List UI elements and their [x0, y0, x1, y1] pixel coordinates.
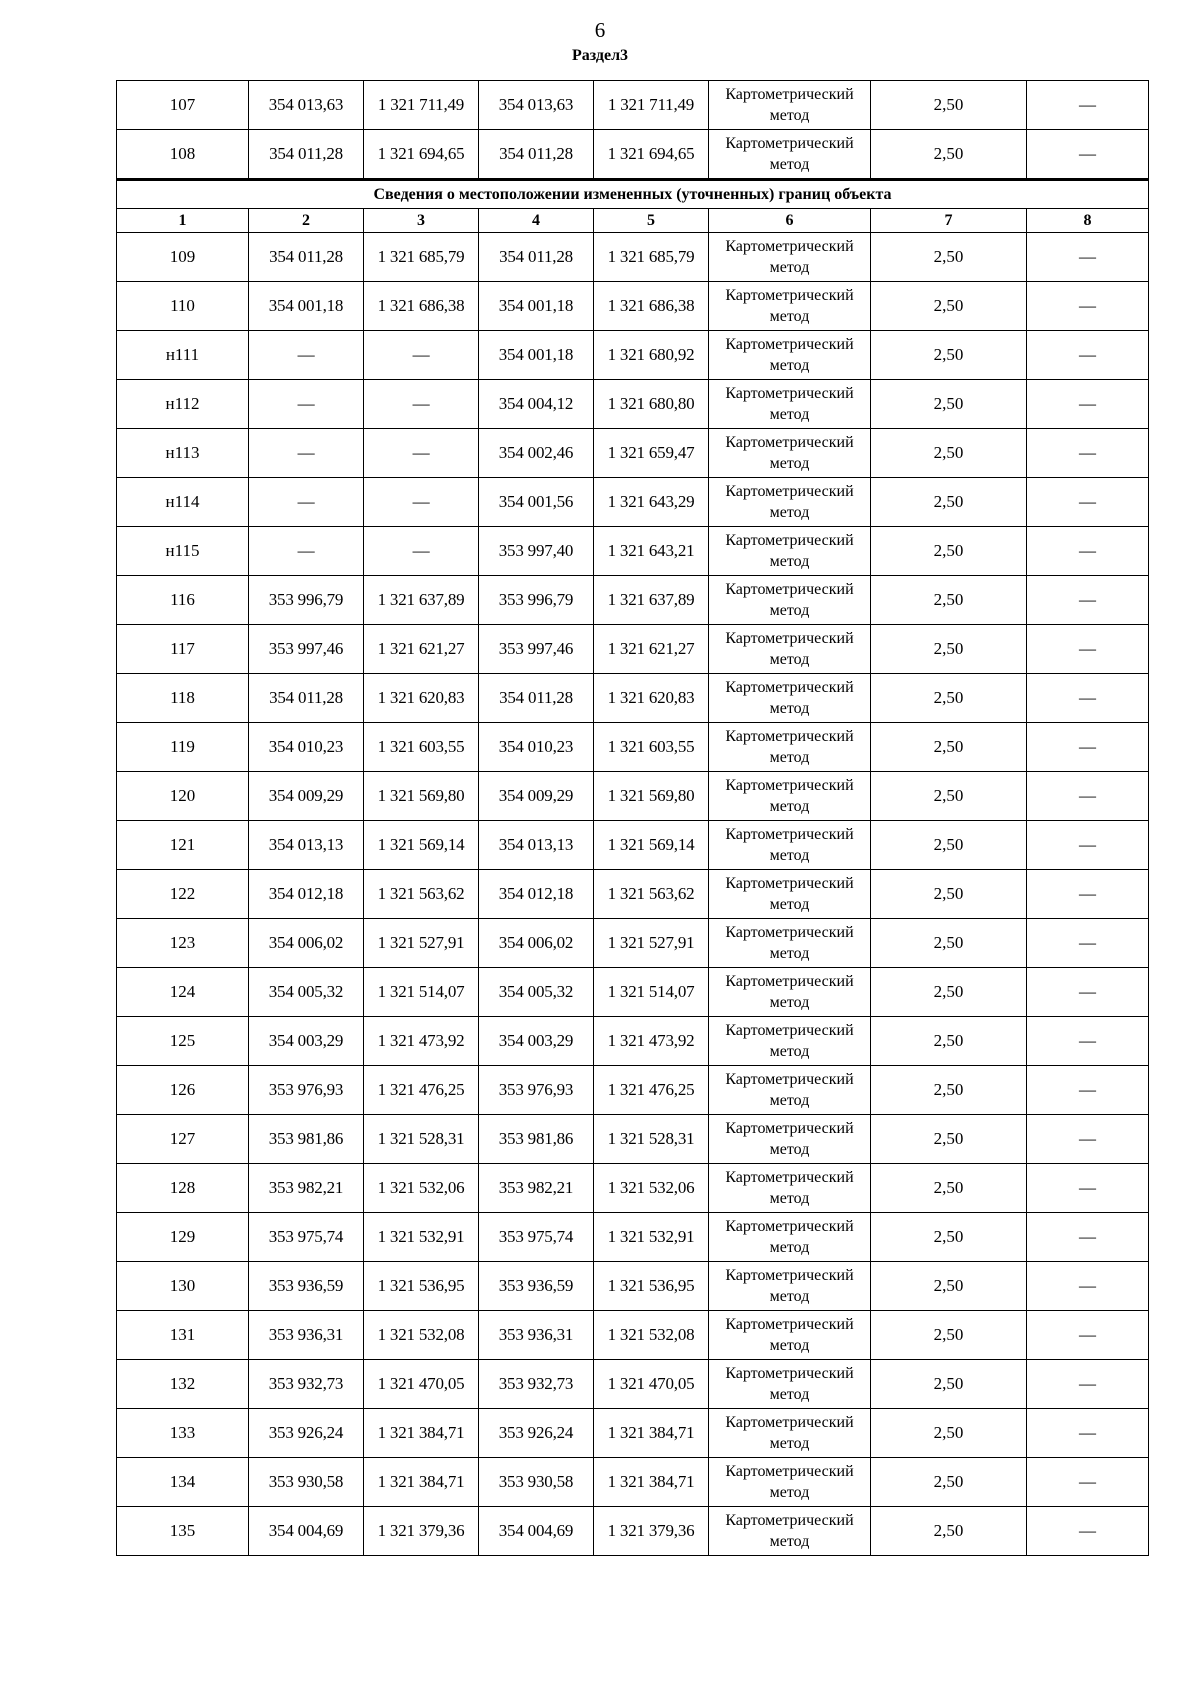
y-new-cell: 1 321 569,80 [594, 772, 709, 821]
accuracy-cell: 2,50 [871, 1017, 1027, 1066]
y-old-cell: 1 321 527,91 [364, 919, 479, 968]
note-cell: — [1027, 772, 1149, 821]
y-old-cell: 1 321 532,91 [364, 1213, 479, 1262]
x-old-cell: 353 930,58 [249, 1458, 364, 1507]
point-number-cell: 134 [117, 1458, 249, 1507]
point-number-cell: 123 [117, 919, 249, 968]
y-old-cell: 1 321 528,31 [364, 1115, 479, 1164]
table-row [117, 1066, 1149, 1115]
column-number: 2 [249, 209, 364, 233]
method-cell: Картометрический метод [709, 380, 871, 429]
table-row [117, 527, 1149, 576]
point-number-cell: 118 [117, 674, 249, 723]
method-cell: Картометрический метод [709, 821, 871, 870]
method-cell: Картометрический метод [709, 870, 871, 919]
table-row [117, 380, 1149, 429]
x-new-cell: 354 004,69 [479, 1507, 594, 1556]
x-old-cell: 353 936,31 [249, 1311, 364, 1360]
y-new-cell: 1 321 643,29 [594, 478, 709, 527]
point-number-cell: н111 [117, 331, 249, 380]
method-cell: Картометрический метод [709, 1017, 871, 1066]
table-row [117, 674, 1149, 723]
x-new-cell: 353 997,46 [479, 625, 594, 674]
y-old-cell: 1 321 476,25 [364, 1066, 479, 1115]
table-row [117, 821, 1149, 870]
note-cell: — [1027, 1507, 1149, 1556]
accuracy-cell: 2,50 [871, 380, 1027, 429]
y-new-cell: 1 321 680,92 [594, 331, 709, 380]
method-cell: Картометрический метод [709, 233, 871, 282]
method-cell: Картометрический метод [709, 478, 871, 527]
y-new-cell: 1 321 473,92 [594, 1017, 709, 1066]
note-cell: — [1027, 429, 1149, 478]
x-new-cell: 354 003,29 [479, 1017, 594, 1066]
y-new-cell: 1 321 379,36 [594, 1507, 709, 1556]
method-cell: Картометрический метод [709, 527, 871, 576]
x-old-cell: — [249, 429, 364, 478]
y-old-cell: 1 321 473,92 [364, 1017, 479, 1066]
method-cell: Картометрический метод [709, 1164, 871, 1213]
x-old-cell: 354 003,29 [249, 1017, 364, 1066]
column-number: 6 [709, 209, 871, 233]
table-row [117, 1164, 1149, 1213]
note-cell: — [1027, 1262, 1149, 1311]
y-new-cell: 1 321 686,38 [594, 282, 709, 331]
column-number: 4 [479, 209, 594, 233]
x-old-cell: 354 010,23 [249, 723, 364, 772]
accuracy-cell: 2,50 [871, 1507, 1027, 1556]
x-old-cell: 353 997,46 [249, 625, 364, 674]
point-number-cell: 119 [117, 723, 249, 772]
note-cell: — [1027, 1115, 1149, 1164]
y-old-cell: 1 321 694,65 [364, 130, 479, 180]
y-new-cell: 1 321 659,47 [594, 429, 709, 478]
method-cell: Картометрический метод [709, 772, 871, 821]
y-old-cell: 1 321 532,08 [364, 1311, 479, 1360]
accuracy-cell: 2,50 [871, 870, 1027, 919]
note-cell: — [1027, 282, 1149, 331]
y-new-cell: 1 321 637,89 [594, 576, 709, 625]
y-old-cell: 1 321 637,89 [364, 576, 479, 625]
point-number-cell: 117 [117, 625, 249, 674]
accuracy-cell: 2,50 [871, 1360, 1027, 1409]
method-cell: Картометрический метод [709, 1213, 871, 1262]
method-cell: Картометрический метод [709, 625, 871, 674]
x-old-cell: 353 976,93 [249, 1066, 364, 1115]
table-row [117, 723, 1149, 772]
y-old-cell: 1 321 532,06 [364, 1164, 479, 1213]
y-new-cell: 1 321 528,31 [594, 1115, 709, 1164]
y-old-cell: 1 321 536,95 [364, 1262, 479, 1311]
y-old-cell: — [364, 527, 479, 576]
note-cell: — [1027, 821, 1149, 870]
method-cell: Картометрический метод [709, 429, 871, 478]
column-number: 7 [871, 209, 1027, 233]
table-row [117, 282, 1149, 331]
accuracy-cell: 2,50 [871, 674, 1027, 723]
note-cell: — [1027, 1360, 1149, 1409]
point-number-cell: н115 [117, 527, 249, 576]
x-old-cell: 354 006,02 [249, 919, 364, 968]
table-row [117, 1311, 1149, 1360]
point-number-cell: 125 [117, 1017, 249, 1066]
table-row [117, 1360, 1149, 1409]
x-old-cell: 353 936,59 [249, 1262, 364, 1311]
table-row [117, 625, 1149, 674]
note-cell: — [1027, 1066, 1149, 1115]
x-old-cell: 354 005,32 [249, 968, 364, 1017]
note-cell: — [1027, 1311, 1149, 1360]
x-new-cell: 353 926,24 [479, 1409, 594, 1458]
x-new-cell: 354 002,46 [479, 429, 594, 478]
column-number: 1 [117, 209, 249, 233]
x-new-cell: 353 936,31 [479, 1311, 594, 1360]
accuracy-cell: 2,50 [871, 1458, 1027, 1507]
method-cell: Картометрический метод [709, 1458, 871, 1507]
table-row [117, 429, 1149, 478]
x-old-cell: 353 926,24 [249, 1409, 364, 1458]
note-cell: — [1027, 331, 1149, 380]
method-cell: Картометрический метод [709, 1360, 871, 1409]
y-old-cell: 1 321 569,14 [364, 821, 479, 870]
y-new-cell: 1 321 680,80 [594, 380, 709, 429]
x-old-cell: — [249, 380, 364, 429]
accuracy-cell: 2,50 [871, 919, 1027, 968]
table-row [117, 1458, 1149, 1507]
table-row [117, 870, 1149, 919]
table-row [117, 331, 1149, 380]
accuracy-cell: 2,50 [871, 723, 1027, 772]
x-old-cell: 354 013,13 [249, 821, 364, 870]
point-number-cell: 110 [117, 282, 249, 331]
y-new-cell: 1 321 514,07 [594, 968, 709, 1017]
table-row [117, 478, 1149, 527]
x-new-cell: 354 001,18 [479, 282, 594, 331]
subsection-heading-row [117, 180, 1149, 209]
table-row [117, 1213, 1149, 1262]
method-cell: Картометрический метод [709, 1507, 871, 1556]
point-number-cell: 109 [117, 233, 249, 282]
x-new-cell: 354 011,28 [479, 130, 594, 180]
x-old-cell: 353 975,74 [249, 1213, 364, 1262]
y-old-cell: 1 321 470,05 [364, 1360, 479, 1409]
y-old-cell: 1 321 620,83 [364, 674, 479, 723]
table-row [117, 919, 1149, 968]
x-new-cell: 354 013,13 [479, 821, 594, 870]
note-cell: — [1027, 81, 1149, 130]
note-cell: — [1027, 968, 1149, 1017]
table-body-continued [117, 81, 1149, 180]
method-cell: Картометрический метод [709, 81, 871, 130]
x-old-cell: 354 011,28 [249, 130, 364, 180]
point-number-cell: 108 [117, 130, 249, 180]
x-new-cell: 354 010,23 [479, 723, 594, 772]
method-cell: Картометрический метод [709, 919, 871, 968]
accuracy-cell: 2,50 [871, 429, 1027, 478]
y-old-cell: 1 321 514,07 [364, 968, 479, 1017]
x-old-cell: 353 932,73 [249, 1360, 364, 1409]
y-new-cell: 1 321 476,25 [594, 1066, 709, 1115]
section-title: Раздел3 [571, 47, 629, 64]
accuracy-cell: 2,50 [871, 576, 1027, 625]
column-numbers-row [117, 209, 1149, 233]
y-old-cell: — [364, 380, 479, 429]
y-new-cell: 1 321 532,91 [594, 1213, 709, 1262]
accuracy-cell: 2,50 [871, 772, 1027, 821]
point-number-cell: 129 [117, 1213, 249, 1262]
method-cell: Картометрический метод [709, 1066, 871, 1115]
method-cell: Картометрический метод [709, 1262, 871, 1311]
y-old-cell: 1 321 384,71 [364, 1409, 479, 1458]
point-number-cell: 133 [117, 1409, 249, 1458]
point-number-cell: 135 [117, 1507, 249, 1556]
x-new-cell: 354 001,56 [479, 478, 594, 527]
point-number-cell: 130 [117, 1262, 249, 1311]
note-cell: — [1027, 1409, 1149, 1458]
y-old-cell: 1 321 685,79 [364, 233, 479, 282]
note-cell: — [1027, 723, 1149, 772]
accuracy-cell: 2,50 [871, 1409, 1027, 1458]
table-row [117, 81, 1149, 130]
y-new-cell: 1 321 532,08 [594, 1311, 709, 1360]
method-cell: Картометрический метод [709, 1311, 871, 1360]
y-new-cell: 1 321 569,14 [594, 821, 709, 870]
y-new-cell: 1 321 620,83 [594, 674, 709, 723]
x-new-cell: 353 976,93 [479, 1066, 594, 1115]
x-new-cell: 353 996,79 [479, 576, 594, 625]
note-cell: — [1027, 674, 1149, 723]
column-number: 8 [1027, 209, 1149, 233]
y-new-cell: 1 321 532,06 [594, 1164, 709, 1213]
table-row [117, 968, 1149, 1017]
x-old-cell: 354 011,28 [249, 233, 364, 282]
point-number-cell: 122 [117, 870, 249, 919]
coordinates-table [116, 80, 1149, 1556]
y-new-cell: 1 321 643,21 [594, 527, 709, 576]
accuracy-cell: 2,50 [871, 1213, 1027, 1262]
table-row [117, 130, 1149, 180]
table-heading-block [117, 180, 1149, 233]
note-cell: — [1027, 380, 1149, 429]
x-new-cell: 353 982,21 [479, 1164, 594, 1213]
x-new-cell: 354 005,32 [479, 968, 594, 1017]
method-cell: Картометрический метод [709, 576, 871, 625]
x-old-cell: 354 001,18 [249, 282, 364, 331]
note-cell: — [1027, 625, 1149, 674]
x-new-cell: 353 981,86 [479, 1115, 594, 1164]
point-number-cell: 126 [117, 1066, 249, 1115]
accuracy-cell: 2,50 [871, 282, 1027, 331]
point-number-cell: 124 [117, 968, 249, 1017]
note-cell: — [1027, 576, 1149, 625]
point-number-cell: 131 [117, 1311, 249, 1360]
note-cell: — [1027, 478, 1149, 527]
note-cell: — [1027, 1017, 1149, 1066]
x-old-cell: — [249, 478, 364, 527]
accuracy-cell: 2,50 [871, 331, 1027, 380]
y-old-cell: 1 321 686,38 [364, 282, 479, 331]
accuracy-cell: 2,50 [871, 1164, 1027, 1213]
x-old-cell: — [249, 527, 364, 576]
accuracy-cell: 2,50 [871, 527, 1027, 576]
column-number: 5 [594, 209, 709, 233]
accuracy-cell: 2,50 [871, 1115, 1027, 1164]
accuracy-cell: 2,50 [871, 1262, 1027, 1311]
accuracy-cell: 2,50 [871, 1066, 1027, 1115]
x-new-cell: 353 997,40 [479, 527, 594, 576]
note-cell: — [1027, 1164, 1149, 1213]
table-row [117, 1017, 1149, 1066]
note-cell: — [1027, 919, 1149, 968]
y-new-cell: 1 321 527,91 [594, 919, 709, 968]
x-old-cell: 354 013,63 [249, 81, 364, 130]
x-new-cell: 354 004,12 [479, 380, 594, 429]
point-number-cell: н112 [117, 380, 249, 429]
method-cell: Картометрический метод [709, 331, 871, 380]
accuracy-cell: 2,50 [871, 81, 1027, 130]
y-new-cell: 1 321 621,27 [594, 625, 709, 674]
x-old-cell: 353 996,79 [249, 576, 364, 625]
table-row [117, 772, 1149, 821]
table-body-main [117, 233, 1149, 1556]
subsection-heading: Сведения о местоположении измененных (уточненных) границ объекта [117, 180, 1149, 209]
y-new-cell: 1 321 384,71 [594, 1409, 709, 1458]
method-cell: Картометрический метод [709, 674, 871, 723]
x-old-cell: 353 981,86 [249, 1115, 364, 1164]
x-new-cell: 354 011,28 [479, 674, 594, 723]
method-cell: Картометрический метод [709, 1115, 871, 1164]
point-number-cell: 121 [117, 821, 249, 870]
x-new-cell: 354 009,29 [479, 772, 594, 821]
accuracy-cell: 2,50 [871, 968, 1027, 1017]
x-new-cell: 354 006,02 [479, 919, 594, 968]
y-new-cell: 1 321 603,55 [594, 723, 709, 772]
accuracy-cell: 2,50 [871, 478, 1027, 527]
point-number-cell: н114 [117, 478, 249, 527]
y-old-cell: 1 321 621,27 [364, 625, 479, 674]
x-old-cell: 354 012,18 [249, 870, 364, 919]
x-new-cell: 354 013,63 [479, 81, 594, 130]
y-new-cell: 1 321 536,95 [594, 1262, 709, 1311]
x-new-cell: 353 936,59 [479, 1262, 594, 1311]
x-new-cell: 354 012,18 [479, 870, 594, 919]
y-old-cell: 1 321 569,80 [364, 772, 479, 821]
point-number-cell: 107 [117, 81, 249, 130]
x-new-cell: 353 930,58 [479, 1458, 594, 1507]
table-row [117, 1115, 1149, 1164]
y-old-cell: — [364, 478, 479, 527]
point-number-cell: 127 [117, 1115, 249, 1164]
table-row [117, 576, 1149, 625]
y-old-cell: 1 321 379,36 [364, 1507, 479, 1556]
note-cell: — [1027, 130, 1149, 180]
y-old-cell: — [364, 331, 479, 380]
page-number: 6 [594, 18, 606, 42]
y-new-cell: 1 321 470,05 [594, 1360, 709, 1409]
x-new-cell: 353 975,74 [479, 1213, 594, 1262]
point-number-cell: 116 [117, 576, 249, 625]
note-cell: — [1027, 1213, 1149, 1262]
x-new-cell: 354 001,18 [479, 331, 594, 380]
y-old-cell: 1 321 563,62 [364, 870, 479, 919]
y-new-cell: 1 321 384,71 [594, 1458, 709, 1507]
x-new-cell: 354 011,28 [479, 233, 594, 282]
x-old-cell: — [249, 331, 364, 380]
x-old-cell: 354 011,28 [249, 674, 364, 723]
x-old-cell: 354 009,29 [249, 772, 364, 821]
method-cell: Картометрический метод [709, 1409, 871, 1458]
accuracy-cell: 2,50 [871, 130, 1027, 180]
table-row [117, 1409, 1149, 1458]
y-new-cell: 1 321 694,65 [594, 130, 709, 180]
column-number: 3 [364, 209, 479, 233]
note-cell: — [1027, 233, 1149, 282]
point-number-cell: 128 [117, 1164, 249, 1213]
point-number-cell: 132 [117, 1360, 249, 1409]
method-cell: Картометрический метод [709, 723, 871, 772]
point-number-cell: 120 [117, 772, 249, 821]
table-row [117, 1262, 1149, 1311]
method-cell: Картометрический метод [709, 282, 871, 331]
y-new-cell: 1 321 711,49 [594, 81, 709, 130]
accuracy-cell: 2,50 [871, 1311, 1027, 1360]
y-old-cell: — [364, 429, 479, 478]
x-old-cell: 354 004,69 [249, 1507, 364, 1556]
x-new-cell: 353 932,73 [479, 1360, 594, 1409]
method-cell: Картометрический метод [709, 130, 871, 180]
y-old-cell: 1 321 711,49 [364, 81, 479, 130]
accuracy-cell: 2,50 [871, 625, 1027, 674]
y-old-cell: 1 321 384,71 [364, 1458, 479, 1507]
y-old-cell: 1 321 603,55 [364, 723, 479, 772]
accuracy-cell: 2,50 [871, 821, 1027, 870]
table-row [117, 233, 1149, 282]
note-cell: — [1027, 527, 1149, 576]
note-cell: — [1027, 870, 1149, 919]
y-new-cell: 1 321 563,62 [594, 870, 709, 919]
note-cell: — [1027, 1458, 1149, 1507]
table-row [117, 1507, 1149, 1556]
method-cell: Картометрический метод [709, 968, 871, 1017]
accuracy-cell: 2,50 [871, 233, 1027, 282]
x-old-cell: 353 982,21 [249, 1164, 364, 1213]
point-number-cell: н113 [117, 429, 249, 478]
y-new-cell: 1 321 685,79 [594, 233, 709, 282]
